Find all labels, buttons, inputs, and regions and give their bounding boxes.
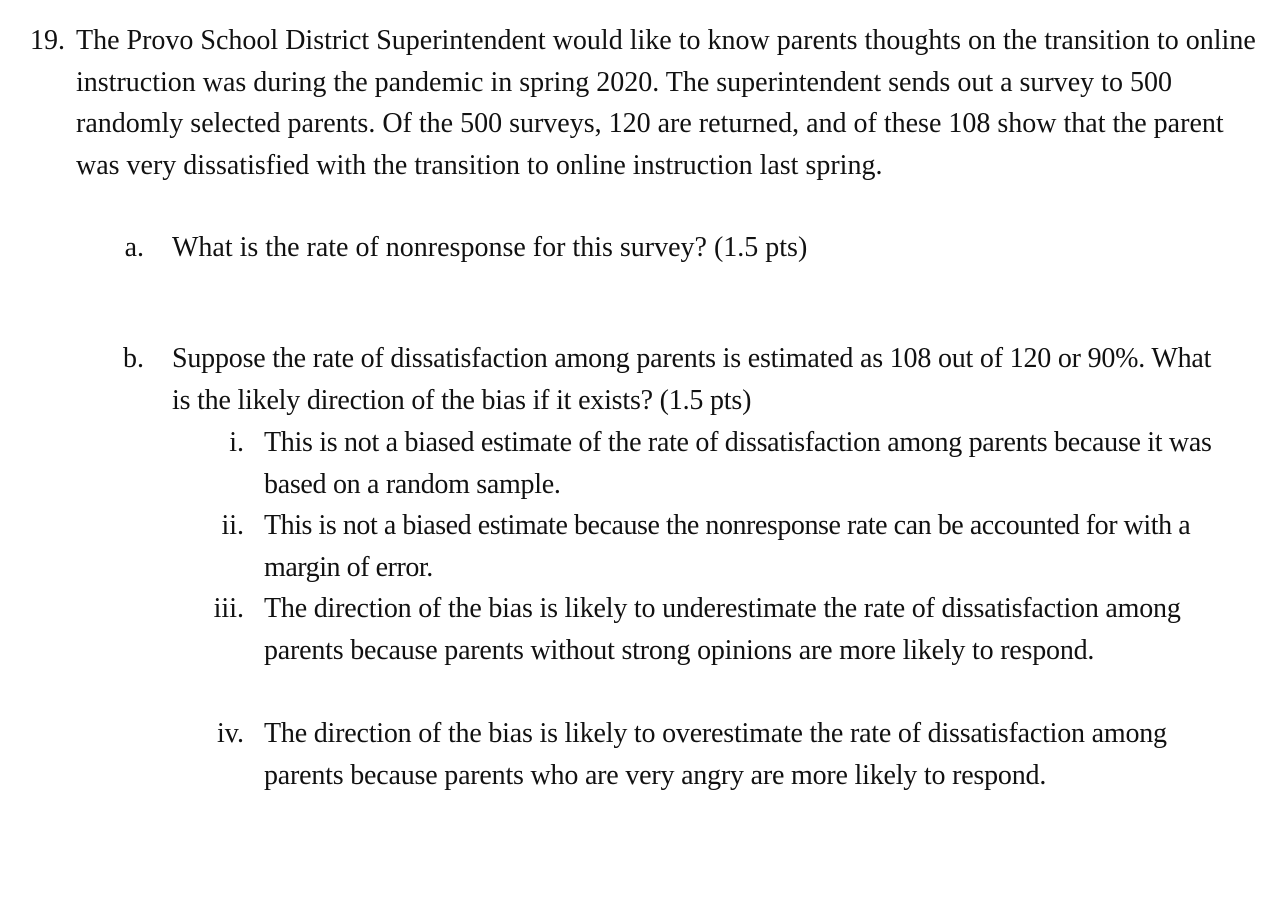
option-iv-text: The direction of the bias is likely to overestimate the rate of dissatisfaction among parents because parents who are very angry are more likely to respond. bbox=[264, 718, 1167, 791]
option-iii-marker: iii. bbox=[213, 593, 244, 624]
option-iii-text: The direction of the bias is likely to underestimate the rate of dissatisfaction among parents because parents without strong opinions are more likely to respond. bbox=[264, 593, 1181, 666]
question-number: 19. bbox=[30, 25, 65, 56]
option-i-marker: i. bbox=[229, 427, 244, 458]
part-a-marker: a. bbox=[124, 232, 144, 263]
option-ii-text: This is not a biased estimate because the nonresponse rate can be accounted for with a margin of error. bbox=[264, 510, 1191, 583]
part-b-prompt: Suppose the rate of dissatisfaction among parents is estimated as 108 out of 120 or 90%. What is the likely direction of the bias if it exists? (1.5 pts) bbox=[172, 343, 1212, 416]
part-b-marker: b. bbox=[123, 343, 144, 374]
option-ii-marker: ii. bbox=[221, 510, 244, 541]
option-i-text: This is not a biased estimate of the rate of dissatisfaction among parents because it was based on a random sample. bbox=[264, 427, 1212, 500]
option-iv-marker: iv. bbox=[217, 718, 244, 749]
question-prompt: The Provo School District Superintendent would like to know parents thoughts on the transition to online instruction was during the pandemic in spring 2020. The superintendent sends out a survey to 500 randomly selected parents. Of the 500 surveys, 120 are returned, and of these 108 show that the parent was very dissatisfied with the transition to online instruction last spring. bbox=[76, 25, 1256, 181]
part-a-prompt: What is the rate of nonresponse for this survey? (1.5 pts) bbox=[172, 232, 808, 263]
